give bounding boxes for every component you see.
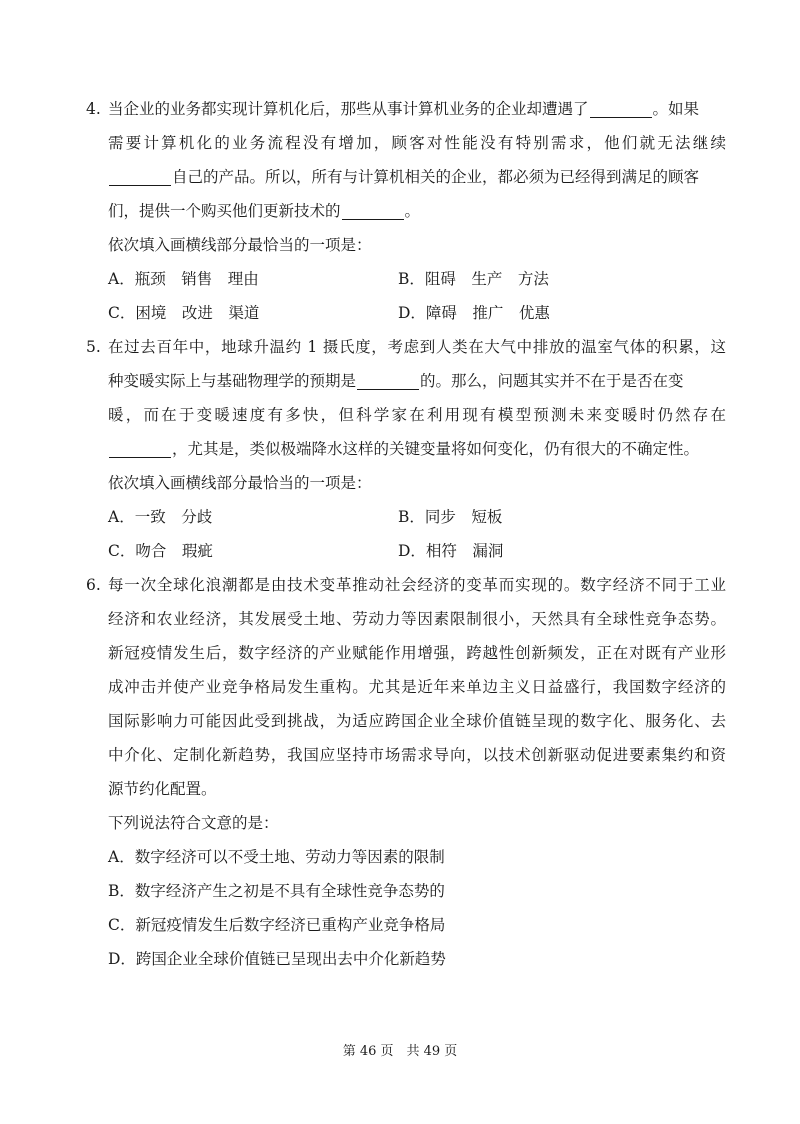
option-d[interactable]: D．障碍 推广 优惠	[398, 304, 550, 322]
answer-blank	[590, 97, 652, 118]
question-4	[86, 92, 726, 330]
question-prompt: 下列说法符合文意的是：	[108, 814, 279, 832]
question-body	[108, 568, 726, 976]
answer-blank	[342, 199, 404, 220]
stem-line: ，尤其是，类似极端降水这样的关键变量将如何变化，仍有很大的不确定性。	[108, 432, 726, 466]
option-a[interactable]: A．数字经济可以不受土地、劳动力等因素的限制	[108, 848, 445, 866]
question-6	[86, 568, 726, 976]
stem-line: 经济和农业经济，其发展受土地、劳动力等因素限制很小，天然具有全球性竞争态势。	[108, 610, 726, 628]
option-d[interactable]: D．跨国企业全球价值链已呈现出去中介化新趋势	[108, 950, 446, 968]
stem-line: 需要计算机化的业务流程没有增加，顾客对性能没有特别需求，他们就无法继续	[108, 134, 726, 152]
question-body	[108, 330, 726, 568]
option-row	[108, 262, 726, 296]
option-a[interactable]: A．一致 分歧	[108, 508, 213, 526]
stem-line: 自己的产品。所以，所有与计算机相关的企业，都必须为已经得到满足的顾客	[108, 160, 726, 194]
answer-blank	[109, 165, 171, 186]
stem-line: 们，提供一个购买他们更新技术的 。	[108, 194, 726, 228]
option-row	[108, 500, 726, 534]
answer-blank	[357, 369, 419, 390]
option-a[interactable]: A．瓶颈 销售 理由	[108, 270, 259, 288]
option-c[interactable]: C．困境 改进 渠道	[108, 304, 260, 322]
answer-blank	[109, 437, 171, 458]
option-row	[108, 296, 726, 330]
question-5	[86, 330, 726, 568]
option-b[interactable]: B．阻碍 生产 方法	[398, 270, 549, 288]
stem-line: 成冲击并使产业竞争格局发生重构。尤其是近年来单边主义日益盛行，我国数字经济的	[108, 678, 726, 696]
option-c[interactable]: C．吻合 瑕疵	[108, 542, 213, 560]
option-row	[108, 534, 726, 568]
stem-line: 暖，而在于变暖速度有多快，但科学家在利用现有模型预测未来变暖时仍然存在	[108, 406, 726, 424]
question-number: 4.	[86, 100, 101, 118]
question-body	[108, 92, 726, 330]
stem-line: 每一次全球化浪潮都是由技术变革推动社会经济的变革而实现的。数字经济不同于工业	[108, 576, 726, 594]
option-c[interactable]: C．新冠疫情发生后数字经济已重构产业竞争格局	[108, 916, 446, 934]
question-number: 6.	[86, 576, 101, 594]
stem-line: 源节约化配置。	[108, 780, 217, 798]
option-d[interactable]: D．相符 漏洞	[398, 542, 504, 560]
stem-line: 在过去百年中，地球升温约 1 摄氏度，考虑到人类在大气中排放的温室气体的积累，这	[108, 338, 726, 356]
question-prompt: 依次填入画横线部分最恰当的一项是：	[108, 236, 372, 254]
stem-line: 当企业的业务都实现计算机化后，那些从事计算机业务的企业却遭遇了 。如果	[108, 92, 726, 126]
stem-line: 中介化、定制化新趋势，我国应坚持市场需求导向，以技术创新驱动促进要素集约和资	[108, 746, 726, 764]
question-prompt: 依次填入画横线部分最恰当的一项是：	[108, 474, 372, 492]
page-footer: 第 46 页 共 49 页	[342, 1044, 458, 1059]
option-b[interactable]: B．同步 短板	[398, 508, 503, 526]
option-b[interactable]: B．数字经济产生之初是不具有全球性竞争态势的	[108, 882, 445, 900]
question-number: 5.	[86, 338, 101, 356]
stem-line: 国际影响力可能因此受到挑战，为适应跨国企业全球价值链呈现的数字化、服务化、去	[108, 712, 726, 730]
stem-line: 种变暖实际上与基础物理学的预期是 的。那么，问题其实并不在于是否在变	[108, 364, 726, 398]
stem-line: 新冠疫情发生后，数字经济的产业赋能作用增强，跨越性创新频发，正在对既有产业形	[108, 644, 726, 662]
